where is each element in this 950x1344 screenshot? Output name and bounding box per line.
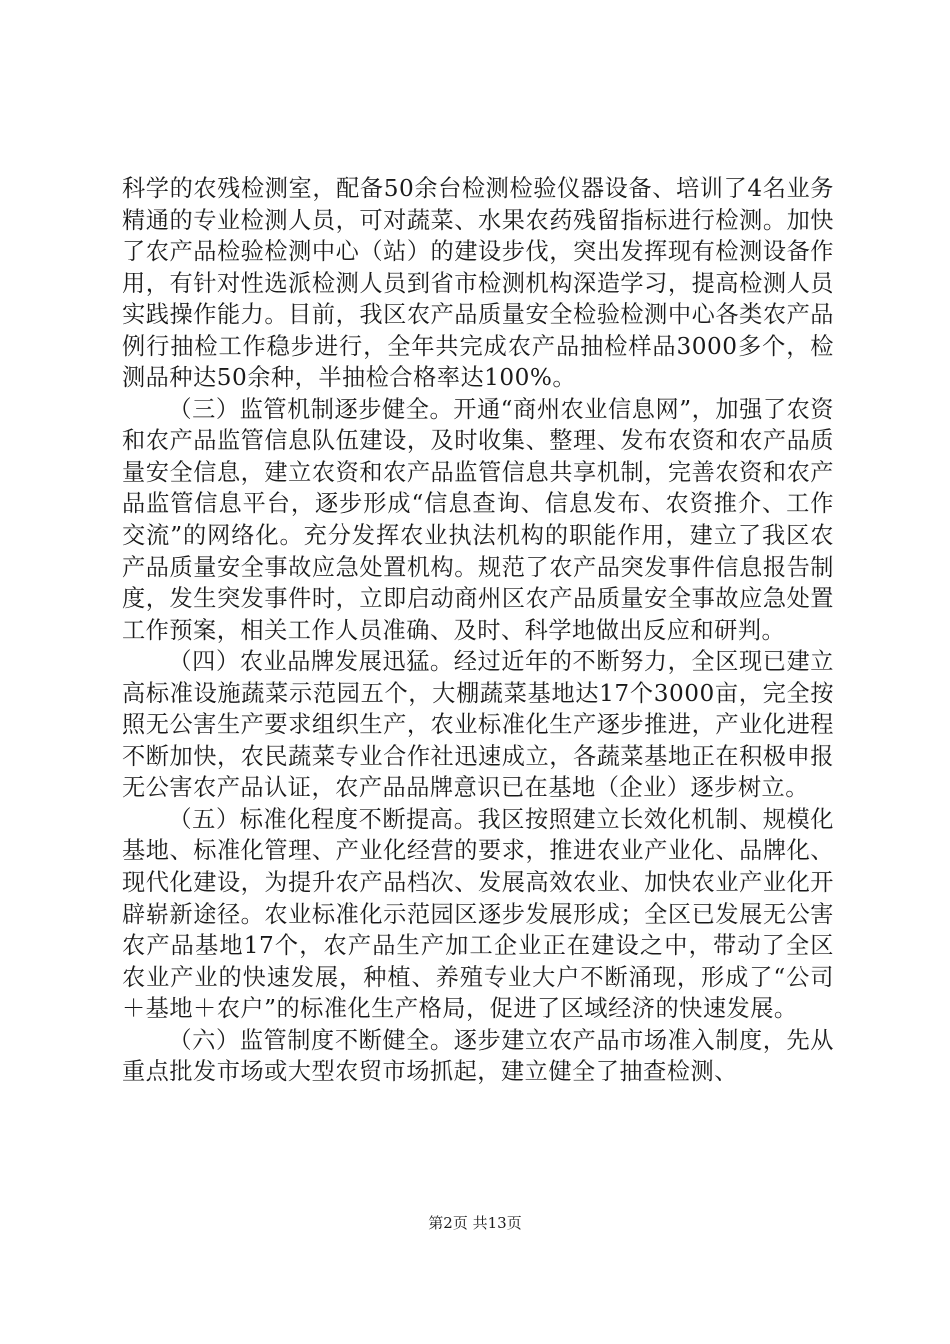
paragraph-supervision-system: （六）监管制度不断健全。逐步建立农产品市场准入制度，先从重点批发市场或大型农贸市场抓起，建立健全了抽查检测、 xyxy=(122,1026,834,1086)
paragraph-supervision-mechanism: （三）监管机制逐步健全。开通“商州农业信息网”，加强了农资和农产品监管信息队伍建设，及时收集、整理、发布农资和农产品质量安全信息，建立农资和农产品监管信息共享机制，完善农资和农产品监管信息平台，逐步形成“信息查询、信息发布、农资推介、工作交流”的网络化。充分发挥农业执法机构的职能作用，建立了我区农产品质量安全事故应急处置机构。规范了农产品突发事件信息报告制度，发生突发事件时，立即启动商州区农产品质量安全事故应急处置工作预案，相关工作人员准确、及时、科学地做出反应和研判。 xyxy=(122,395,834,644)
page-number-footer: 第2页 共13页 xyxy=(428,1214,522,1232)
paragraph-agricultural-brand: （四）农业品牌发展迅猛。经过近年的不断努力，全区现已建立高标准设施蔬菜示范园五个，大棚蔬菜基地达17个3000亩，完全按照无公害生产要求组织生产，农业标准化生产逐步推进，产业化进程不断加快，农民蔬菜专业合作社迅速成立，各蔬菜基地正在积极申报无公害农产品认证，农产品品牌意识已在基地（企业）逐步树立。 xyxy=(122,648,834,802)
paragraph-standardization: （五）标准化程度不断提高。我区按照建立长效化机制、规模化基地、标准化管理、产业化经营的要求，推进农业产业化、品牌化、现代化建设，为提升农产品档次、发展高效农业、加快农业产业化开辟崭新途径。农业标准化示范园区逐步发展形成；全区已发展无公害农产品基地17个，农产品生产加工企业正在建设之中，带动了全区农业产业的快速发展，种植、养殖专业大户不断涌现，形成了“公司＋基地＋农户”的标准化生产格局，促进了区域经济的快速发展。 xyxy=(122,805,834,1023)
document-body xyxy=(122,173,834,1088)
paragraph-continuation: 科学的农残检测室，配备50余台检测检验仪器设备、培训了4名业务精通的专业检测人员，可对蔬菜、水果农药残留指标进行检测。加快了农产品检验检测中心（站）的建设步伐，突出发挥现有检测设备作用，有针对性选派检测人员到省市检测机构深造学习，提高检测人员实践操作能力。目前，我区农产品质量安全检验检测中心各类农产品例行抽检工作稳步进行，全年共完成农产品抽检样品3000多个，检测品种达50余种，半抽检合格率达100%。 xyxy=(122,175,834,392)
